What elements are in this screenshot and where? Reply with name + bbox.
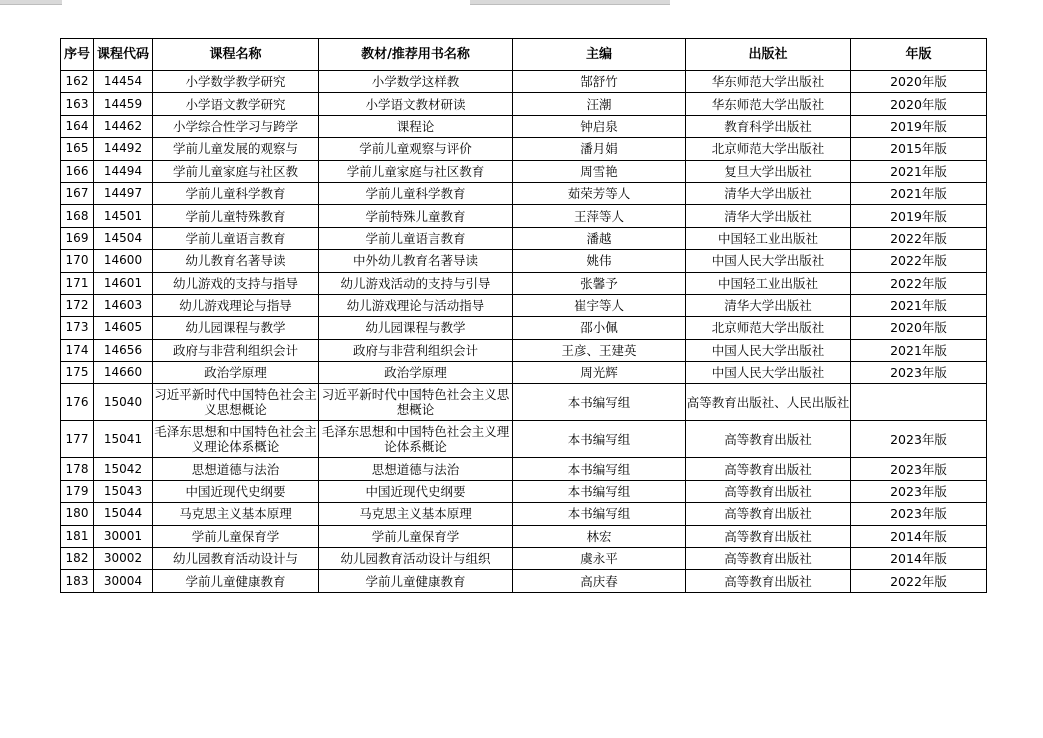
col-header-publisher: 出版社 [686,39,851,71]
cell-course-code: 14600 [94,250,153,272]
cell-index: 182 [61,548,94,570]
table-row [61,570,987,592]
cell-textbook: 马克思主义基本原理 [319,503,513,525]
cell-editor: 本书编写组 [513,421,686,458]
cell-index: 176 [61,384,94,421]
col-header-textbook: 教材/推荐用书名称 [319,39,513,71]
cell-publisher: 北京师范大学出版社 [686,317,851,339]
table-row [61,227,987,249]
cell-course-name: 中国近现代史纲要 [153,480,319,502]
cell-publisher: 清华大学出版社 [686,294,851,316]
cell-textbook: 学前儿童语言教育 [319,227,513,249]
table-row [61,160,987,182]
cell-course-name: 思想道德与法治 [153,458,319,480]
cell-index: 173 [61,317,94,339]
cell-course-code: 14459 [94,93,153,115]
cell-course-code: 15043 [94,480,153,502]
cell-editor: 林宏 [513,525,686,547]
cell-edition: 2014年版 [851,525,987,547]
cell-textbook: 思想道德与法治 [319,458,513,480]
cell-index: 170 [61,250,94,272]
cell-textbook: 学前儿童观察与评价 [319,138,513,160]
cell-course-name: 小学数学教学研究 [153,71,319,93]
cell-textbook: 毛泽东思想和中国特色社会主义理论体系概论 [319,421,513,458]
table-row [61,548,987,570]
cell-publisher: 高等教育出版社、人民出版社 [686,384,851,421]
cell-edition: 2015年版 [851,138,987,160]
table-row [61,480,987,502]
cell-index: 172 [61,294,94,316]
cell-publisher: 中国轻工业出版社 [686,272,851,294]
cell-edition: 2022年版 [851,272,987,294]
cell-course-code: 14497 [94,182,153,204]
cell-index: 167 [61,182,94,204]
cell-edition: 2020年版 [851,317,987,339]
cell-editor: 周光辉 [513,362,686,384]
table-row [61,272,987,294]
col-header-course-code: 课程代码 [94,39,153,71]
cell-publisher: 高等教育出版社 [686,570,851,592]
cell-textbook: 学前特殊儿童教育 [319,205,513,227]
cell-course-code: 14454 [94,71,153,93]
table-row [61,205,987,227]
cell-course-code: 14462 [94,115,153,137]
cell-editor: 潘越 [513,227,686,249]
cell-publisher: 高等教育出版社 [686,548,851,570]
cell-edition: 2014年版 [851,548,987,570]
cell-index: 181 [61,525,94,547]
cell-editor: 高庆春 [513,570,686,592]
cell-course-name: 幼儿游戏的支持与指导 [153,272,319,294]
cell-textbook: 中外幼儿教育名著导读 [319,250,513,272]
cell-course-name: 马克思主义基本原理 [153,503,319,525]
cell-course-code: 14603 [94,294,153,316]
table-row [61,138,987,160]
cell-course-code: 14601 [94,272,153,294]
cell-course-code: 15042 [94,458,153,480]
cell-textbook: 幼儿园教育活动设计与组织 [319,548,513,570]
cell-course-code: 15044 [94,503,153,525]
cell-course-name: 毛泽东思想和中国特色社会主义理论体系概论 [153,421,319,458]
table-row [61,458,987,480]
cell-textbook: 小学语文教材研读 [319,93,513,115]
cell-editor: 虞永平 [513,548,686,570]
cell-textbook: 学前儿童科学教育 [319,182,513,204]
cell-index: 180 [61,503,94,525]
table-row [61,421,987,458]
cell-publisher: 高等教育出版社 [686,458,851,480]
cell-edition: 2021年版 [851,339,987,361]
cell-publisher: 北京师范大学出版社 [686,138,851,160]
cell-editor: 潘月娟 [513,138,686,160]
cell-course-name: 幼儿园教育活动设计与 [153,548,319,570]
cell-index: 183 [61,570,94,592]
table-row [61,384,987,421]
cell-course-code: 30002 [94,548,153,570]
table-row [61,525,987,547]
cell-edition: 2021年版 [851,294,987,316]
cell-edition: 2019年版 [851,115,987,137]
cell-editor: 邵小佩 [513,317,686,339]
cell-editor: 王萍等人 [513,205,686,227]
cell-editor: 汪潮 [513,93,686,115]
col-header-index: 序号 [61,39,94,71]
cell-textbook: 学前儿童健康教育 [319,570,513,592]
table-body [61,71,987,593]
cell-course-code: 14656 [94,339,153,361]
cell-edition: 2020年版 [851,71,987,93]
cell-publisher: 中国轻工业出版社 [686,227,851,249]
cell-edition: 2023年版 [851,480,987,502]
cell-edition: 2023年版 [851,503,987,525]
table-row [61,71,987,93]
table-row [61,115,987,137]
cell-index: 178 [61,458,94,480]
cell-editor: 本书编写组 [513,458,686,480]
cell-edition: 2022年版 [851,570,987,592]
table-row [61,362,987,384]
cell-editor: 本书编写组 [513,480,686,502]
cell-textbook: 幼儿游戏理论与活动指导 [319,294,513,316]
cell-editor: 郜舒竹 [513,71,686,93]
cell-course-name: 政府与非营利组织会计 [153,339,319,361]
sheet-tab-left[interactable] [0,0,62,5]
cell-course-code: 14660 [94,362,153,384]
cell-course-code: 15040 [94,384,153,421]
cell-editor: 张馨予 [513,272,686,294]
cell-course-name: 学前儿童保育学 [153,525,319,547]
cell-editor: 王彦、王建英 [513,339,686,361]
cell-editor: 崔宇等人 [513,294,686,316]
cell-textbook: 政府与非营利组织会计 [319,339,513,361]
cell-edition: 2021年版 [851,160,987,182]
cell-index: 164 [61,115,94,137]
table-row [61,93,987,115]
cell-edition: 2022年版 [851,227,987,249]
cell-textbook: 中国近现代史纲要 [319,480,513,502]
cell-index: 163 [61,93,94,115]
cell-edition [851,384,987,421]
col-header-course-name: 课程名称 [153,39,319,71]
cell-course-name: 幼儿教育名著导读 [153,250,319,272]
cell-editor: 茹荣芳等人 [513,182,686,204]
cell-editor: 姚伟 [513,250,686,272]
cell-index: 175 [61,362,94,384]
cell-textbook: 课程论 [319,115,513,137]
table-row [61,294,987,316]
cell-publisher: 高等教育出版社 [686,421,851,458]
cell-index: 171 [61,272,94,294]
cell-course-name: 学前儿童特殊教育 [153,205,319,227]
cell-edition: 2023年版 [851,421,987,458]
table-row [61,503,987,525]
scrollbar-horizontal[interactable] [470,0,670,5]
cell-publisher: 清华大学出版社 [686,182,851,204]
cell-textbook: 小学数学这样教 [319,71,513,93]
cell-course-code: 14501 [94,205,153,227]
cell-course-name: 学前儿童语言教育 [153,227,319,249]
cell-edition: 2023年版 [851,458,987,480]
cell-course-code: 30004 [94,570,153,592]
cell-course-name: 政治学原理 [153,362,319,384]
cell-edition: 2023年版 [851,362,987,384]
cell-publisher: 高等教育出版社 [686,503,851,525]
cell-index: 177 [61,421,94,458]
cell-index: 179 [61,480,94,502]
col-header-editor: 主编 [513,39,686,71]
cell-textbook: 习近平新时代中国特色社会主义思想概论 [319,384,513,421]
cell-editor: 本书编写组 [513,384,686,421]
cell-publisher: 高等教育出版社 [686,480,851,502]
cell-textbook: 幼儿游戏活动的支持与引导 [319,272,513,294]
cell-index: 174 [61,339,94,361]
cell-index: 165 [61,138,94,160]
cell-edition: 2020年版 [851,93,987,115]
cell-publisher: 中国人民大学出版社 [686,362,851,384]
cell-publisher: 高等教育出版社 [686,525,851,547]
header-row [61,39,987,71]
cell-edition: 2021年版 [851,182,987,204]
cell-course-name: 学前儿童科学教育 [153,182,319,204]
cell-course-name: 学前儿童发展的观察与 [153,138,319,160]
cell-textbook: 政治学原理 [319,362,513,384]
cell-course-code: 14492 [94,138,153,160]
cell-index: 169 [61,227,94,249]
cell-course-name: 学前儿童家庭与社区教 [153,160,319,182]
cell-index: 168 [61,205,94,227]
cell-publisher: 华东师范大学出版社 [686,71,851,93]
cell-course-name: 幼儿园课程与教学 [153,317,319,339]
cell-index: 162 [61,71,94,93]
cell-textbook: 学前儿童家庭与社区教育 [319,160,513,182]
textbook-table [60,38,987,593]
cell-textbook: 学前儿童保育学 [319,525,513,547]
cell-course-code: 14494 [94,160,153,182]
table-row [61,182,987,204]
cell-course-code: 15041 [94,421,153,458]
cell-edition: 2022年版 [851,250,987,272]
cell-publisher: 清华大学出版社 [686,205,851,227]
cell-course-name: 学前儿童健康教育 [153,570,319,592]
cell-course-name: 幼儿游戏理论与指导 [153,294,319,316]
cell-edition: 2019年版 [851,205,987,227]
cell-index: 166 [61,160,94,182]
cell-editor: 周雪艳 [513,160,686,182]
cell-course-name: 小学语文教学研究 [153,93,319,115]
cell-publisher: 复旦大学出版社 [686,160,851,182]
cell-course-code: 30001 [94,525,153,547]
cell-publisher: 华东师范大学出版社 [686,93,851,115]
cell-editor: 本书编写组 [513,503,686,525]
table-row [61,317,987,339]
cell-publisher: 中国人民大学出版社 [686,339,851,361]
cell-textbook: 幼儿园课程与教学 [319,317,513,339]
cell-course-name: 习近平新时代中国特色社会主义思想概论 [153,384,319,421]
cell-editor: 钟启泉 [513,115,686,137]
table-row [61,339,987,361]
cell-course-code: 14504 [94,227,153,249]
table-row [61,250,987,272]
cell-course-code: 14605 [94,317,153,339]
cell-publisher: 教育科学出版社 [686,115,851,137]
col-header-edition: 年版 [851,39,987,71]
cell-course-name: 小学综合性学习与跨学 [153,115,319,137]
cell-publisher: 中国人民大学出版社 [686,250,851,272]
